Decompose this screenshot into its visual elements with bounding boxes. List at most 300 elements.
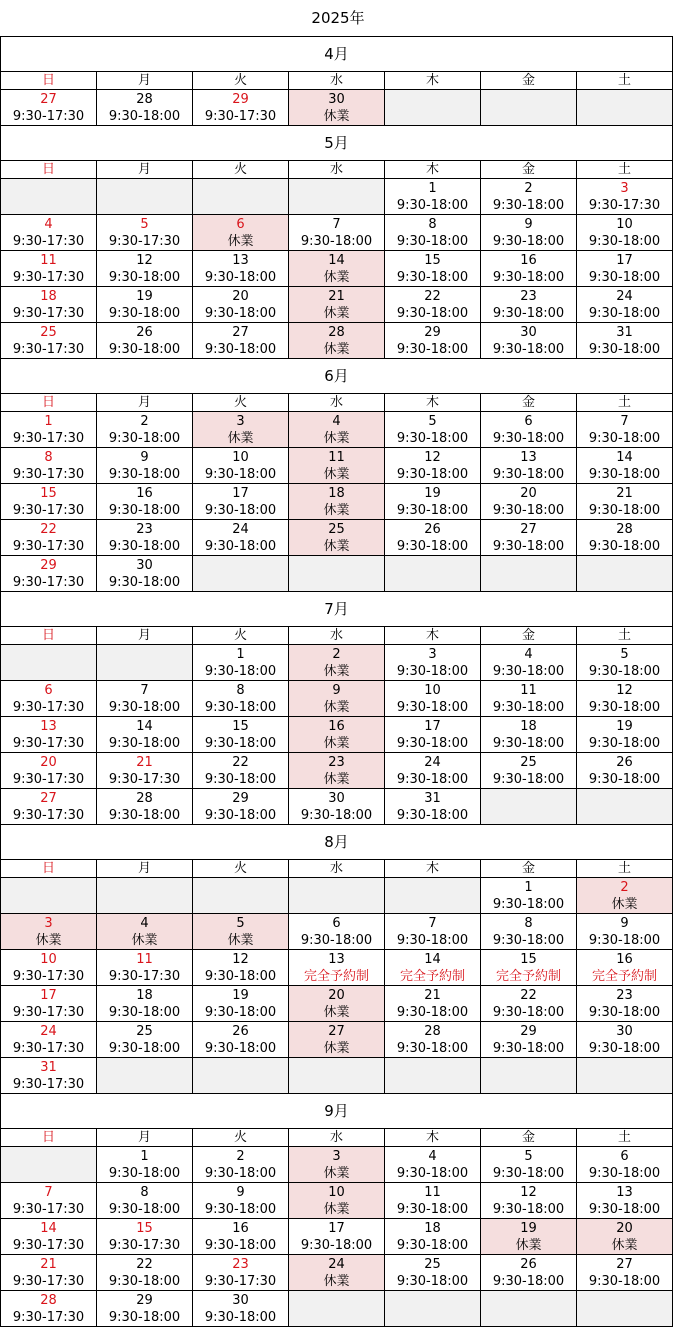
day-number: 6 xyxy=(44,682,53,698)
day-cell xyxy=(385,412,481,448)
week-row xyxy=(1,753,673,789)
day-number: 1 xyxy=(140,1148,149,1164)
empty-day-cell xyxy=(577,789,673,825)
month-title: 4月 xyxy=(1,37,673,72)
closed-day-cell xyxy=(289,681,385,717)
day-cell xyxy=(385,1147,481,1183)
weekday-fri: 金 xyxy=(481,394,577,412)
day-cell xyxy=(193,681,289,717)
day-cell xyxy=(97,1183,193,1219)
day-number: 16 xyxy=(136,485,153,501)
day-cell xyxy=(577,448,673,484)
hours-label: 9:30-17:30 xyxy=(12,269,85,285)
day-number: 26 xyxy=(424,521,441,537)
hours-label: 9:30-18:00 xyxy=(492,1201,565,1217)
day-number: 17 xyxy=(328,1220,345,1236)
day-cell xyxy=(1,1255,97,1291)
hours-label: 9:30-18:00 xyxy=(300,807,373,823)
day-number: 2 xyxy=(524,180,533,196)
closed-day-cell xyxy=(289,520,385,556)
hours-label: 9:30-18:00 xyxy=(588,735,661,751)
hours-label: 9:30-18:00 xyxy=(492,305,565,321)
week-row xyxy=(1,1022,673,1058)
hours-label: 9:30-17:30 xyxy=(12,735,85,751)
day-number: 27 xyxy=(520,521,537,537)
day-number: 7 xyxy=(620,413,629,429)
day-number: 15 xyxy=(40,485,57,501)
month-header-row xyxy=(1,359,673,394)
day-cell xyxy=(97,717,193,753)
day-cell xyxy=(97,1147,193,1183)
hours-label: 9:30-17:30 xyxy=(12,968,85,984)
weekday-thu: 木 xyxy=(385,72,481,90)
hours-label: 9:30-18:00 xyxy=(108,1165,181,1181)
day-cell xyxy=(193,448,289,484)
day-number: 4 xyxy=(428,1148,437,1164)
day-number: 3 xyxy=(332,1148,341,1164)
day-cell xyxy=(193,90,289,126)
hours-label: 9:30-18:00 xyxy=(588,1165,661,1181)
weekday-wed: 水 xyxy=(289,627,385,645)
empty-day-cell xyxy=(481,789,577,825)
day-number: 22 xyxy=(520,987,537,1003)
hours-label: 9:30-18:00 xyxy=(396,1237,469,1253)
day-cell xyxy=(97,520,193,556)
hours-label: 9:30-18:00 xyxy=(588,233,661,249)
day-number: 28 xyxy=(136,91,153,107)
day-number: 19 xyxy=(136,288,153,304)
day-cell xyxy=(577,412,673,448)
weekday-header-row xyxy=(1,1129,673,1147)
day-cell xyxy=(577,484,673,520)
empty-day-cell xyxy=(481,90,577,126)
week-row xyxy=(1,914,673,950)
hours-label: 9:30-17:30 xyxy=(12,1309,85,1325)
day-number: 14 xyxy=(328,252,345,268)
day-number: 5 xyxy=(236,915,245,931)
day-number: 8 xyxy=(140,1184,149,1200)
hours-label: 9:30-18:00 xyxy=(588,341,661,357)
day-number: 10 xyxy=(40,951,57,967)
weekday-header-row xyxy=(1,72,673,90)
hours-label: 9:30-17:30 xyxy=(108,1237,181,1253)
closed-day-cell xyxy=(289,287,385,323)
day-cell xyxy=(1,287,97,323)
year-title: 2025年 xyxy=(311,9,365,27)
day-cell xyxy=(97,448,193,484)
day-cell xyxy=(193,986,289,1022)
day-cell xyxy=(193,1147,289,1183)
hours-label: 9:30-18:00 xyxy=(492,1004,565,1020)
closed-label: 休業 xyxy=(323,1201,350,1217)
day-number: 1 xyxy=(428,180,437,196)
weekday-wed: 水 xyxy=(289,1129,385,1147)
hours-label: 9:30-18:00 xyxy=(492,197,565,213)
hours-label: 9:30-18:00 xyxy=(492,430,565,446)
closed-label: 休業 xyxy=(323,305,350,321)
week-row xyxy=(1,556,673,592)
day-cell xyxy=(1,717,97,753)
hours-label: 9:30-17:30 xyxy=(12,1201,85,1217)
weekday-sat: 土 xyxy=(577,394,673,412)
day-cell xyxy=(385,323,481,359)
day-number: 15 xyxy=(520,951,537,967)
day-cell xyxy=(289,950,385,986)
day-cell xyxy=(1,986,97,1022)
weekday-tue: 火 xyxy=(193,1129,289,1147)
hours-label: 9:30-18:00 xyxy=(204,807,277,823)
day-cell xyxy=(385,251,481,287)
hours-label: 9:30-18:00 xyxy=(396,699,469,715)
hours-label: 9:30-18:00 xyxy=(588,502,661,518)
closed-day-cell xyxy=(289,1255,385,1291)
day-number: 25 xyxy=(520,754,537,770)
day-number: 20 xyxy=(328,987,345,1003)
week-row xyxy=(1,520,673,556)
empty-day-cell xyxy=(481,1058,577,1094)
empty-day-cell xyxy=(193,179,289,215)
weekday-sat: 土 xyxy=(577,1129,673,1147)
weekday-thu: 木 xyxy=(385,1129,481,1147)
hours-label: 9:30-18:00 xyxy=(108,466,181,482)
weekday-mon: 月 xyxy=(97,72,193,90)
closed-day-cell xyxy=(193,215,289,251)
hours-label: 9:30-18:00 xyxy=(588,466,661,482)
hours-label: 9:30-18:00 xyxy=(396,1165,469,1181)
closed-label: 休業 xyxy=(323,466,350,482)
hours-label: 9:30-18:00 xyxy=(108,807,181,823)
empty-day-cell xyxy=(1,645,97,681)
hours-label: 9:30-18:00 xyxy=(396,807,469,823)
hours-label: 9:30-17:30 xyxy=(12,699,85,715)
closed-day-cell xyxy=(289,1022,385,1058)
day-number: 23 xyxy=(616,987,633,1003)
hours-label: 9:30-17:30 xyxy=(12,1273,85,1289)
day-number: 21 xyxy=(136,754,153,770)
closed-label: 休業 xyxy=(323,108,350,124)
day-number: 22 xyxy=(40,521,57,537)
day-cell xyxy=(1,1291,97,1327)
week-row xyxy=(1,681,673,717)
weekday-fri: 金 xyxy=(481,860,577,878)
day-cell xyxy=(481,1022,577,1058)
day-cell xyxy=(481,215,577,251)
day-number: 24 xyxy=(40,1023,57,1039)
day-cell xyxy=(1,556,97,592)
day-number: 2 xyxy=(620,879,629,895)
hours-label: 9:30-17:30 xyxy=(12,771,85,787)
day-number: 14 xyxy=(616,449,633,465)
hours-label: 9:30-18:00 xyxy=(204,1004,277,1020)
day-cell xyxy=(385,484,481,520)
day-number: 24 xyxy=(424,754,441,770)
day-cell xyxy=(481,645,577,681)
day-number: 13 xyxy=(232,252,249,268)
day-number: 27 xyxy=(328,1023,345,1039)
day-number: 11 xyxy=(424,1184,441,1200)
hours-label: 9:30-17:30 xyxy=(12,807,85,823)
day-number: 11 xyxy=(136,951,153,967)
day-cell xyxy=(385,753,481,789)
day-number: 30 xyxy=(136,557,153,573)
day-cell xyxy=(481,950,577,986)
month-title: 7月 xyxy=(1,592,673,627)
hours-label: 9:30-18:00 xyxy=(204,663,277,679)
weekday-sat: 土 xyxy=(577,161,673,179)
day-number: 26 xyxy=(136,324,153,340)
day-number: 24 xyxy=(328,1256,345,1272)
day-number: 12 xyxy=(424,449,441,465)
day-number: 3 xyxy=(620,180,629,196)
week-row xyxy=(1,1147,673,1183)
day-number: 28 xyxy=(40,1292,57,1308)
day-cell xyxy=(481,717,577,753)
weekday-tue: 火 xyxy=(193,72,289,90)
day-cell xyxy=(481,323,577,359)
day-cell xyxy=(289,914,385,950)
day-cell xyxy=(97,1022,193,1058)
week-row xyxy=(1,1219,673,1255)
month-title: 6月 xyxy=(1,359,673,394)
day-number: 4 xyxy=(524,646,533,662)
day-cell xyxy=(385,717,481,753)
day-cell xyxy=(385,681,481,717)
day-cell xyxy=(1,1183,97,1219)
hours-label: 9:30-18:00 xyxy=(396,341,469,357)
hours-label: 9:30-18:00 xyxy=(396,735,469,751)
month-title: 5月 xyxy=(1,126,673,161)
day-number: 2 xyxy=(140,413,149,429)
day-number: 27 xyxy=(40,790,57,806)
weekday-sat: 土 xyxy=(577,860,673,878)
closed-day-cell xyxy=(289,448,385,484)
hours-label: 完全予約制 xyxy=(303,968,369,984)
day-number: 10 xyxy=(328,1184,345,1200)
hours-label: 9:30-18:00 xyxy=(396,538,469,554)
day-cell xyxy=(1,251,97,287)
hours-label: 9:30-18:00 xyxy=(204,502,277,518)
closed-day-cell xyxy=(577,1219,673,1255)
week-row xyxy=(1,90,673,126)
day-cell xyxy=(481,1255,577,1291)
day-number: 8 xyxy=(428,216,437,232)
closed-day-cell xyxy=(289,90,385,126)
day-number: 13 xyxy=(40,718,57,734)
week-row xyxy=(1,1291,673,1327)
day-number: 27 xyxy=(616,1256,633,1272)
hours-label: 9:30-18:00 xyxy=(204,1309,277,1325)
day-cell xyxy=(577,1255,673,1291)
closed-label: 休業 xyxy=(611,1237,638,1253)
day-number: 4 xyxy=(140,915,149,931)
empty-day-cell xyxy=(577,90,673,126)
day-cell xyxy=(481,753,577,789)
day-number: 12 xyxy=(232,951,249,967)
day-number: 1 xyxy=(524,879,533,895)
hours-label: 9:30-18:00 xyxy=(108,108,181,124)
day-number: 27 xyxy=(40,91,57,107)
hours-label: 9:30-18:00 xyxy=(204,1237,277,1253)
day-number: 30 xyxy=(328,790,345,806)
closed-label: 休業 xyxy=(323,502,350,518)
day-number: 18 xyxy=(328,485,345,501)
empty-day-cell xyxy=(97,1058,193,1094)
day-cell xyxy=(289,1219,385,1255)
day-number: 24 xyxy=(232,521,249,537)
day-number: 4 xyxy=(44,216,53,232)
day-number: 9 xyxy=(140,449,149,465)
empty-day-cell xyxy=(289,1291,385,1327)
closed-day-cell xyxy=(289,645,385,681)
day-cell xyxy=(481,878,577,914)
hours-label: 9:30-18:00 xyxy=(204,1040,277,1056)
day-number: 30 xyxy=(328,91,345,107)
hours-label: 9:30-18:00 xyxy=(108,574,181,590)
closed-day-cell xyxy=(193,914,289,950)
empty-day-cell xyxy=(385,878,481,914)
weekday-header-row xyxy=(1,161,673,179)
day-cell xyxy=(481,520,577,556)
hours-label: 9:30-17:30 xyxy=(12,341,85,357)
day-cell xyxy=(481,448,577,484)
closed-day-cell xyxy=(289,717,385,753)
day-number: 30 xyxy=(232,1292,249,1308)
hours-label: 9:30-18:00 xyxy=(492,932,565,948)
day-number: 22 xyxy=(232,754,249,770)
day-number: 18 xyxy=(136,987,153,1003)
day-number: 7 xyxy=(44,1184,53,1200)
closed-day-cell xyxy=(289,484,385,520)
hours-label: 9:30-18:00 xyxy=(396,430,469,446)
day-number: 25 xyxy=(328,521,345,537)
day-cell xyxy=(385,520,481,556)
day-number: 9 xyxy=(236,1184,245,1200)
day-cell xyxy=(577,986,673,1022)
day-cell xyxy=(97,251,193,287)
hours-label: 9:30-17:30 xyxy=(108,771,181,787)
hours-label: 9:30-18:00 xyxy=(588,771,661,787)
day-number: 24 xyxy=(616,288,633,304)
hours-label: 9:30-18:00 xyxy=(396,269,469,285)
day-number: 2 xyxy=(236,1148,245,1164)
day-cell xyxy=(1,753,97,789)
hours-label: 9:30-18:00 xyxy=(204,305,277,321)
day-number: 22 xyxy=(424,288,441,304)
hours-label: 9:30-18:00 xyxy=(492,341,565,357)
closed-day-cell xyxy=(1,914,97,950)
day-number: 21 xyxy=(424,987,441,1003)
closed-day-cell xyxy=(289,753,385,789)
hours-label: 完全予約制 xyxy=(399,968,465,984)
hours-label: 9:30-18:00 xyxy=(588,269,661,285)
hours-label: 9:30-17:30 xyxy=(12,574,85,590)
closed-label: 休業 xyxy=(323,269,350,285)
day-number: 14 xyxy=(40,1220,57,1236)
day-number: 19 xyxy=(616,718,633,734)
empty-day-cell xyxy=(193,556,289,592)
empty-day-cell xyxy=(97,878,193,914)
day-cell xyxy=(481,179,577,215)
day-number: 14 xyxy=(136,718,153,734)
hours-label: 9:30-18:00 xyxy=(300,1237,373,1253)
day-number: 6 xyxy=(236,216,245,232)
day-number: 8 xyxy=(524,915,533,931)
day-cell xyxy=(481,287,577,323)
hours-label: 9:30-18:00 xyxy=(492,233,565,249)
hours-label: 9:30-18:00 xyxy=(108,735,181,751)
day-cell xyxy=(97,986,193,1022)
weekday-thu: 木 xyxy=(385,161,481,179)
weekday-sun: 日 xyxy=(1,1129,97,1147)
day-cell xyxy=(1,448,97,484)
day-cell xyxy=(1,484,97,520)
day-number: 16 xyxy=(232,1220,249,1236)
closed-day-cell xyxy=(577,878,673,914)
week-row xyxy=(1,179,673,215)
hours-label: 9:30-18:00 xyxy=(492,538,565,554)
weekday-fri: 金 xyxy=(481,72,577,90)
day-cell xyxy=(385,448,481,484)
day-cell xyxy=(193,484,289,520)
weekday-wed: 水 xyxy=(289,72,385,90)
day-number: 3 xyxy=(236,413,245,429)
day-number: 29 xyxy=(40,557,57,573)
day-cell xyxy=(1,789,97,825)
weekday-wed: 水 xyxy=(289,161,385,179)
day-number: 16 xyxy=(520,252,537,268)
day-number: 12 xyxy=(136,252,153,268)
hours-label: 9:30-18:00 xyxy=(396,932,469,948)
empty-day-cell xyxy=(289,878,385,914)
day-cell xyxy=(97,1255,193,1291)
closed-label: 休業 xyxy=(323,1165,350,1181)
closed-day-cell xyxy=(289,251,385,287)
day-number: 20 xyxy=(520,485,537,501)
day-cell xyxy=(1,90,97,126)
day-number: 19 xyxy=(232,987,249,1003)
weekday-header-row xyxy=(1,627,673,645)
closed-day-cell xyxy=(289,323,385,359)
day-cell xyxy=(577,1183,673,1219)
hours-label: 9:30-18:00 xyxy=(396,663,469,679)
month-header-row xyxy=(1,1094,673,1129)
day-cell xyxy=(481,412,577,448)
day-cell xyxy=(1,323,97,359)
day-cell xyxy=(577,681,673,717)
hours-label: 9:30-18:00 xyxy=(300,233,373,249)
hours-label: 9:30-18:00 xyxy=(108,1273,181,1289)
empty-day-cell xyxy=(577,556,673,592)
weekday-fri: 金 xyxy=(481,161,577,179)
empty-day-cell xyxy=(1,878,97,914)
week-row xyxy=(1,251,673,287)
hours-label: 9:30-18:00 xyxy=(396,771,469,787)
hours-label: 9:30-17:30 xyxy=(204,1273,277,1289)
day-cell xyxy=(577,215,673,251)
weekday-tue: 火 xyxy=(193,627,289,645)
hours-label: 9:30-17:30 xyxy=(12,538,85,554)
empty-day-cell xyxy=(481,1291,577,1327)
day-cell xyxy=(577,914,673,950)
hours-label: 9:30-18:00 xyxy=(108,269,181,285)
week-row xyxy=(1,1255,673,1291)
hours-label: 9:30-18:00 xyxy=(108,1004,181,1020)
day-cell xyxy=(385,986,481,1022)
hours-label: 9:30-18:00 xyxy=(588,538,661,554)
day-cell xyxy=(385,1183,481,1219)
day-number: 23 xyxy=(328,754,345,770)
week-row xyxy=(1,448,673,484)
